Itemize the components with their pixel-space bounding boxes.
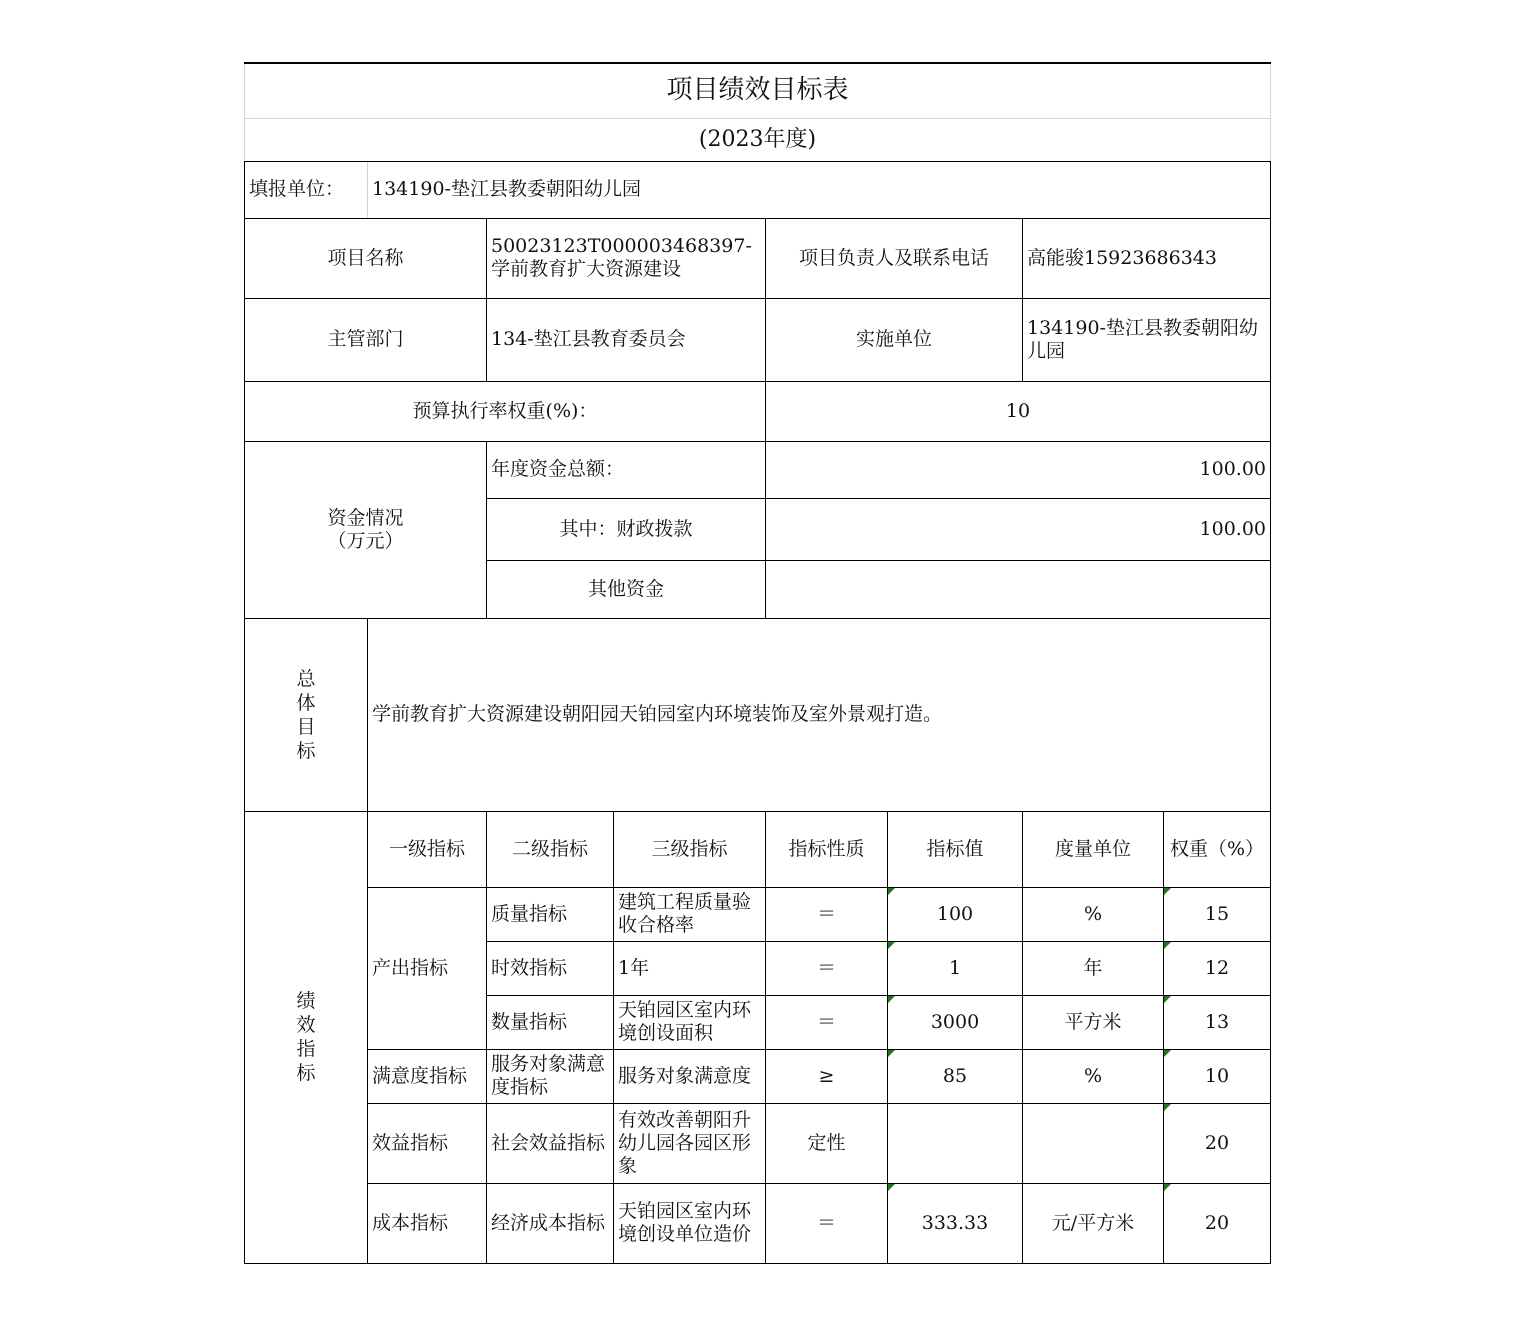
nature-cell: ＝: [766, 941, 888, 995]
department-value: 134-垫江县教育委员会: [487, 298, 766, 381]
unit-cell: %: [1023, 887, 1164, 941]
implementing-unit-label: 实施单位: [766, 298, 1023, 381]
unit-cell: [1023, 1103, 1164, 1183]
weight-cell: 10: [1164, 1049, 1271, 1103]
project-name-label: 项目名称: [245, 218, 487, 298]
budget-weight-value: 10: [766, 381, 1271, 441]
indicators-char: 指: [296, 1038, 316, 1060]
weight-cell: 20: [1164, 1103, 1271, 1183]
indicators-char: 绩: [296, 990, 316, 1012]
value-cell: 1: [888, 941, 1023, 995]
performance-target-table: [244, 62, 1271, 1264]
weight-cell: 20: [1164, 1183, 1271, 1263]
header-nature: 指标性质: [766, 811, 888, 887]
level2-cell: 时效指标: [487, 941, 614, 995]
level2-cell: 经济成本指标: [487, 1183, 614, 1263]
level1-cell: 成本指标: [368, 1183, 487, 1263]
table-row: [245, 1049, 1271, 1103]
project-contact-value: 高能骏15923686343: [1023, 218, 1271, 298]
performance-target-sheet: [244, 62, 1270, 1262]
table-row: [245, 1183, 1271, 1263]
indicators-label: [245, 811, 368, 1263]
funds-total-label: 年度资金总额：: [487, 441, 766, 498]
unit-cell: 元/平方米: [1023, 1183, 1164, 1263]
reporting-unit-label: 填报单位：: [245, 161, 368, 218]
level3-cell: 1年: [614, 941, 766, 995]
overall-goal-char: 目: [296, 715, 316, 738]
header-level1: 一级指标: [368, 811, 487, 887]
nature-cell: 定性: [766, 1103, 888, 1183]
weight-cell: 12: [1164, 941, 1271, 995]
value-cell: 85: [888, 1049, 1023, 1103]
table-row: [245, 887, 1271, 941]
funds-label: [245, 441, 487, 618]
funds-fiscal-label: 其中：财政拨款: [487, 498, 766, 560]
weight-cell: 15: [1164, 887, 1271, 941]
level3-cell: 有效改善朝阳升幼儿园各园区形象: [614, 1103, 766, 1183]
funds-label-line1: 资金情况: [327, 506, 404, 529]
value-cell: 333.33: [888, 1183, 1023, 1263]
unit-cell: 平方米: [1023, 995, 1164, 1049]
table-row: [245, 1103, 1271, 1183]
header-value: 指标值: [888, 811, 1023, 887]
level3-cell: 天铂园区室内环境创设面积: [614, 995, 766, 1049]
level3-cell: 天铂园区室内环境创设单位造价: [614, 1183, 766, 1263]
nature-cell: ＝: [766, 995, 888, 1049]
value-cell: [888, 1103, 1023, 1183]
project-contact-label: 项目负责人及联系电话: [766, 218, 1023, 298]
department-label: 主管部门: [245, 298, 487, 381]
overall-goal-char: 总: [296, 667, 316, 690]
reporting-unit-value: 134190-垫江县教委朝阳幼儿园: [368, 161, 1271, 218]
header-weight: 权重（%）: [1164, 811, 1271, 887]
level1-cell: 产出指标: [368, 887, 487, 1049]
weight-cell: 13: [1164, 995, 1271, 1049]
table-title: 项目绩效目标表: [245, 63, 1271, 118]
funds-total-value: 100.00: [766, 441, 1271, 498]
level3-cell: 建筑工程质量验收合格率: [614, 887, 766, 941]
funds-fiscal-value: 100.00: [766, 498, 1271, 560]
overall-goal-label: [245, 618, 368, 811]
project-name-value: 50023123T000003468397-学前教育扩大资源建设: [487, 218, 766, 298]
level2-cell: 服务对象满意度指标: [487, 1049, 614, 1103]
nature-cell: ≥: [766, 1049, 888, 1103]
funds-other-value: [766, 560, 1271, 618]
indicators-char: 标: [296, 1062, 316, 1084]
nature-cell: ＝: [766, 1183, 888, 1263]
nature-cell: ＝: [766, 887, 888, 941]
funds-other-label: 其他资金: [487, 560, 766, 618]
header-level2: 二级指标: [487, 811, 614, 887]
implementing-unit-value: 134190-垫江县教委朝阳幼儿园: [1023, 298, 1271, 381]
level2-cell: 质量指标: [487, 887, 614, 941]
level3-cell: 服务对象满意度: [614, 1049, 766, 1103]
indicators-char: 效: [296, 1014, 316, 1036]
funds-label-line2: （万元）: [327, 529, 404, 552]
overall-goal-char: 标: [296, 739, 316, 762]
header-unit: 度量单位: [1023, 811, 1164, 887]
level2-cell: 数量指标: [487, 995, 614, 1049]
budget-weight-label: 预算执行率权重(%)：: [245, 381, 766, 441]
value-cell: 3000: [888, 995, 1023, 1049]
unit-cell: 年: [1023, 941, 1164, 995]
value-cell: 100: [888, 887, 1023, 941]
overall-goal-text: 学前教育扩大资源建设朝阳园天铂园室内环境装饰及室外景观打造。: [368, 618, 1271, 811]
table-subtitle: (2023年度): [245, 118, 1271, 161]
overall-goal-char: 体: [296, 691, 316, 714]
header-level3: 三级指标: [614, 811, 766, 887]
unit-cell: %: [1023, 1049, 1164, 1103]
level1-cell: 满意度指标: [368, 1049, 487, 1103]
level2-cell: 社会效益指标: [487, 1103, 614, 1183]
level1-cell: 效益指标: [368, 1103, 487, 1183]
